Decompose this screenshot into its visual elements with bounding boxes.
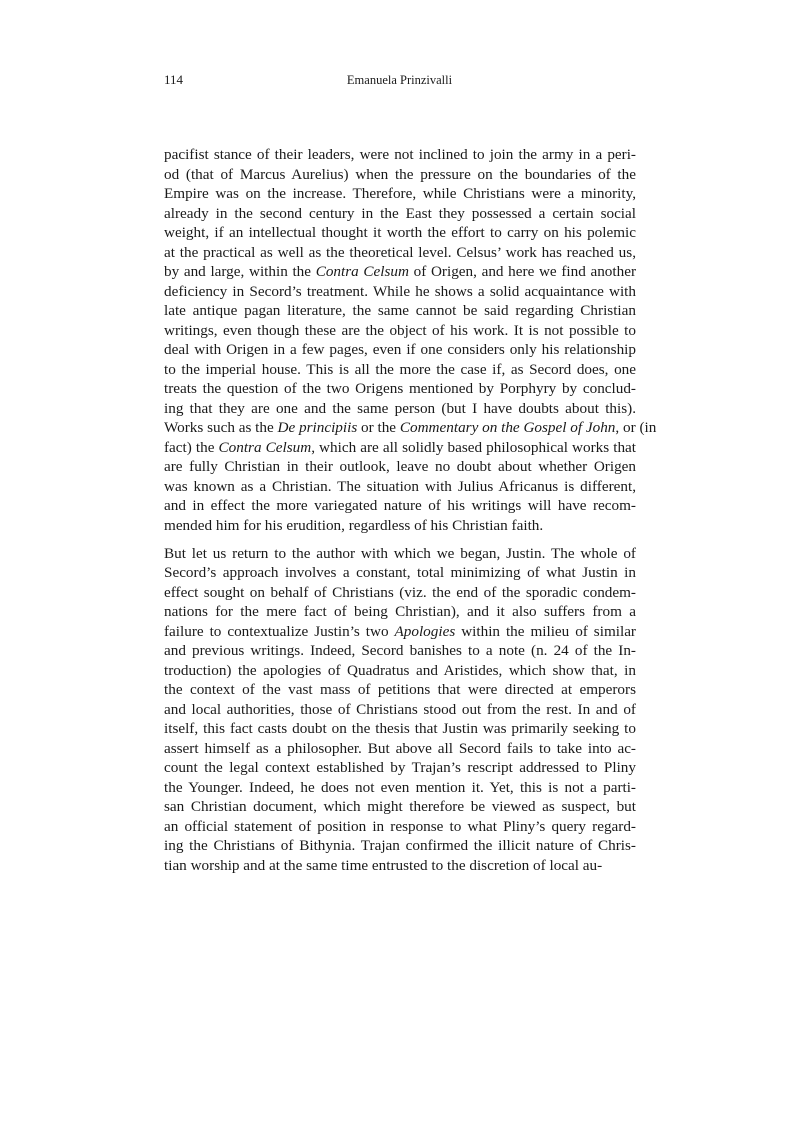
text-line [164,602,636,622]
text-line [164,719,636,739]
text-line [164,544,636,564]
body-text [164,145,657,884]
text-line [164,856,636,876]
text-segment: Secord’s approach involves a constant, total minimizing of what Justin in [164,564,636,581]
text-segment: ing the Christians of Bithynia. Trajan confirmed the illicit nature of Chris- [164,837,636,854]
text-line [164,243,636,263]
text-segment: are fully Christian in their outlook, leave no doubt about whether Origen [164,458,636,475]
text-segment: and previous writings. Indeed, Secord banishes to a note (n. 24 of the In- [164,642,636,659]
text-line [164,622,636,642]
text-segment: and local authorities, those of Christians stood out from the rest. In and of [164,700,636,718]
text-line [164,340,636,360]
text-line [164,379,636,399]
italic-title: Contra Celsum [218,438,312,456]
text-segment: the Younger. Indeed, he does not even mention it. Yet, this is not a parti- [164,778,636,796]
text-line [164,700,636,720]
text-segment: But let us return to the author with which we began, Justin. The whole of [164,544,636,562]
text-line [164,165,636,185]
text-segment: nations for the mere fact of being Christian), and it also suffers from a [164,603,636,620]
text-line [164,457,636,477]
text-line [164,758,636,778]
paragraph [164,544,636,876]
text-segment: treats the question of the two Origens mentioned by Porphyry by conclud- [164,380,636,397]
text-line [164,282,636,302]
text-segment: late antique pagan literature, the same cannot be said regarding Christian [164,302,636,319]
text-segment: assert himself as a philosopher. But above all Secord fails to take into ac- [164,739,636,757]
text-segment: and in effect the more variegated nature of his writings will have recom- [164,497,636,514]
text-line [164,563,636,583]
text-line [164,360,636,380]
text-segment: the context of the vast mass of petitions that were directed at emperors [164,681,636,698]
text-segment: already in the second century in the East they possessed a certain social [164,204,636,222]
text-segment: deal with Origen in a few pages, even if one considers only his relationship [164,341,636,358]
running-header-author: Emanuela Prinzivalli [346,73,453,87]
text-segment: or the [357,419,400,436]
text-line [164,301,636,321]
text-segment: itself, this fact casts doubt on the thesis that Justin was primarily seeking to [164,720,636,737]
text-segment: at the practical as well as the theoretical level. Celsus’ work has reached us, [164,243,636,261]
text-segment: effect sought on behalf of Christians (viz. the end of the sporadic condem- [164,583,636,601]
text-line [164,145,636,165]
text-line [164,477,636,497]
italic-title: Contra Celsum [315,263,409,280]
text-line [164,661,636,681]
text-segment: to the imperial house. This is all the more the case if, as Secord does, one [164,360,636,378]
text-line [164,321,636,341]
text-segment: weight, if an intellectual thought it worth the effort to carry on his polemic [164,224,636,241]
text-segment: , or (in [615,419,657,436]
text-segment: ing that they are one and the same person (but I have doubts about this). [164,399,636,417]
text-line [164,680,636,700]
page-number: 114 [164,72,184,87]
text-segment: od (that of Marcus Aurelius) when the pressure on the boundaries of the [164,165,636,183]
text-line [164,739,636,759]
italic-title: Apologies [394,622,456,640]
text-line [164,418,657,438]
text-segment: Works such as the [164,419,278,436]
text-line [164,836,636,856]
text-line [164,262,636,282]
paragraph [164,145,657,535]
text-segment: within the milieu of similar [455,622,636,640]
text-segment: mended him for his erudition, regardless of his Christian faith. [164,516,544,534]
text-line [164,399,636,419]
text-line [164,184,636,204]
text-segment: fact) the [164,438,219,456]
text-line [164,641,636,661]
text-segment: writings, even though these are the object of his work. It is not possible to [164,321,636,339]
text-segment: count the legal context established by Trajan’s rescript addressed to Pliny [164,759,636,776]
text-segment: an official statement of position in response to what Pliny’s query regard- [164,817,636,835]
text-segment: troduction) the apologies of Quadratus and Aristides, which show that, in [164,661,636,679]
text-segment: deficiency in Secord’s treatment. While he shows a solid acquaintance with [164,282,636,300]
text-line [164,797,636,817]
text-line [164,496,636,516]
text-segment: tian worship and at the same time entrusted to the discretion of local au- [164,856,603,874]
text-segment: failure to contextualize Justin’s two [164,622,395,640]
text-segment: , which are all solidly based philosophical works that [311,438,637,456]
italic-title: De principiis [277,419,358,436]
text-line [164,516,636,536]
italic-title: Commentary on the Gospel of John [399,419,616,436]
text-segment: san Christian document, which might therefore be viewed as suspect, but [164,798,636,815]
text-segment: was known as a Christian. The situation with Julius Africanus is different, [164,477,636,495]
text-line [164,817,636,837]
text-segment: of Origen, and here we find another [408,263,637,280]
text-line [164,583,636,603]
text-segment: pacifist stance of their leaders, were not inclined to join the army in a peri- [164,146,636,163]
text-line [164,438,636,458]
text-line [164,204,636,224]
text-line [164,778,636,798]
text-segment: by and large, within the [164,263,316,280]
text-segment: Empire was on the increase. Therefore, while Christians were a minority, [164,185,636,202]
text-line [164,223,636,243]
